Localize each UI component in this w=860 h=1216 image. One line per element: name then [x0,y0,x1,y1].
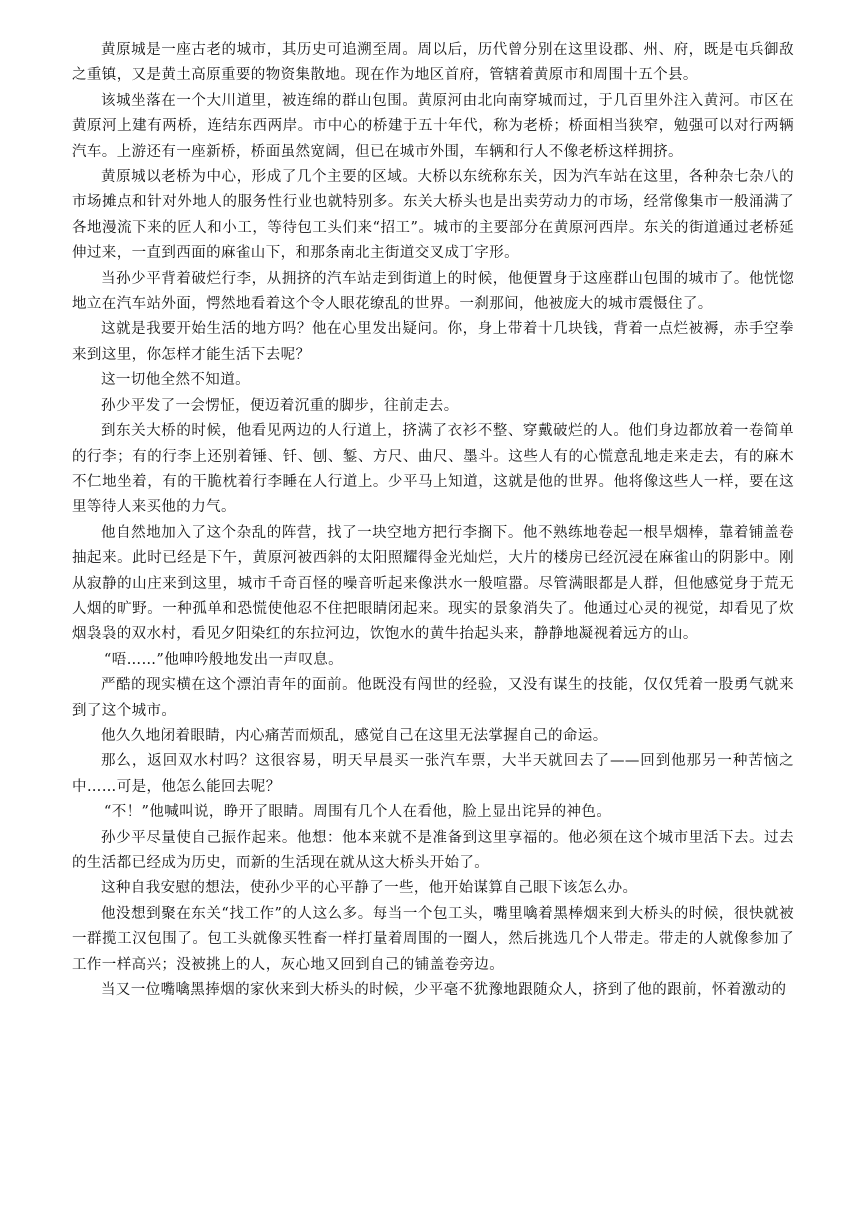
paragraph: 黄原城以老桥为中心，形成了几个主要的区域。大桥以东统称东关，因为汽车站在这里，各种杂七杂八的市场摊点和针对外地人的服务性行业也就特别多。东关大桥头也是出卖劳动力的市场，经常像集市一般涌满了各地漫流下来的匠人和小工，等待包工头们来“招工”。城市的主要部分在黄原河西岸。东关的街道通过老桥延伸过来，一直到西面的麻雀山下，和那条南北主街道交叉成丁字形。 [72,169,794,262]
paragraph: 孙少平尽量使自己振作起来。他想：他本来就不是准备到这里享福的。他必须在这个城市里活下去。过去的生活都已经成为历史，而新的生活现在就从这大桥头开始了。 [72,829,794,871]
paragraph: 他自然地加入了这个杂乱的阵营，找了一块空地方把行李搁下。他不熟练地卷起一根旱烟棒，靠着铺盖卷抽起来。此时已经是下午，黄原河被西斜的太阳照耀得金光灿烂，大片的楼房已经沉浸在麻雀山的阴影中。刚从寂静的山庄来到这里，城市千奇百怪的噪音听起来像洪水一般喧嚣。尽管满眼都是人群，但他感觉身于荒无人烟的旷野。一种孤单和恐慌使他忍不住把眼睛闭起来。现实的景象消失了。他通过心灵的视觉，却看见了炊烟袅袅的双水村，看见夕阳染红的东拉河边，饮饱水的黄牛抬起头来，静静地凝视着远方的山。 [72,524,794,643]
paragraph: “不！”他喊叫说，睁开了眼睛。周围有几个人在看他，脸上显出诧异的神色。 [103,804,612,821]
paragraph: 到东关大桥的时候，他看见两边的人行道上，挤满了衣衫不整、穿戴破烂的人。他们身边都放着一卷简单的行李；有的行李上还别着锤、钎、刨、錾、方尺、曲尺、墨斗。这些人有的心慌意乱地走来走去，有的麻木不仁地坐着，有的干脆枕着行李睡在人行道上。少平马上知道，这就是他的世界。他将像这些人一样，要在这里等待人来买他的力气。 [72,423,794,516]
paragraph: 当孙少平背着破烂行李，从拥挤的汽车站走到街道上的时候，他便置身于这座群山包围的城市了。他恍惚地立在汽车站外面，愕然地看着这个令人眼花缭乱的世界。一刹那间，他被庞大的城市震慑住了。 [72,270,794,313]
paragraph: 当又一位嘴噙黑捧烟的家伙来到大桥头的时候，少平毫不犹豫地跟随众人，挤到了他的跟前，怀着激动的 [101,982,787,999]
paragraph: 他没想到聚在东关“找工作”的人这么多。每当一个包工头，嘴里噙着黑棒烟来到大桥头的时候，很快就被一群揽工汉包围了。包工头就像买牲畜一样打量着周围的一圈人，然后挑选几个人带走。带走的人就像参加了工作一样高兴；没被挑上的人，灰心地又回到自己的铺盖卷旁边。 [72,905,794,973]
paragraph: 这种自我安慰的想法，使孙少平的心平静了一些，他开始谋算自己眼下该怎么办。 [101,880,638,897]
paragraph: 这就是我要开始生活的地方吗？他在心里发出疑问。你，身上带着十几块钱，背着一点烂被褥，赤手空拳来到这里，你怎样才能生活下去呢？ [72,321,794,363]
paragraph: 那么，返回双水村吗？这很容易，明天早晨买一张汽车票，大半天就回去了——回到他那另一种苦恼之中……可是，他怎么能回去呢？ [72,753,794,795]
paragraph: 孙少平发了一会愣怔，便迈着沉重的脚步，往前走去。 [101,397,459,414]
paragraph: 该城坐落在一个大川道里，被连绵的群山包围。黄原河由北向南穿城而过，于几百里外注入黄河。市区在黄原河上建有两桥，连结东西两岸。市中心的桥建于五十年代，称为老桥；桥面相当狭窄，勉强可以对行两辆汽车。上游还有一座新桥，桥面虽然宽阔，但已在城市外围，车辆和行人不像老桥这样拥挤。 [72,92,794,160]
paragraph: 严酷的现实横在这个漂泊青年的面前。他既没有闯世的经验，又没有谋生的技能，仅仅凭着一股勇气就来到了这个城市。 [72,677,794,719]
paragraph: 他久久地闭着眼睛，内心痛苦而烦乱，感觉自己在这里无法掌握自己的命运。 [101,727,608,744]
paragraph: “唔……”他呻吟般地发出一声叹息。 [103,651,344,668]
paragraph: 黄原城是一座古老的城市，其历史可追溯至周。周以后，历代曾分别在这里设郡、州、府，既是屯兵御敌之重镇，又是黄土高原重要的物资集散地。现在作为地区首府，管辖着黄原市和周围十五个县。 [72,42,794,84]
paragraph: 这一切他全然不知道。 [101,372,250,389]
